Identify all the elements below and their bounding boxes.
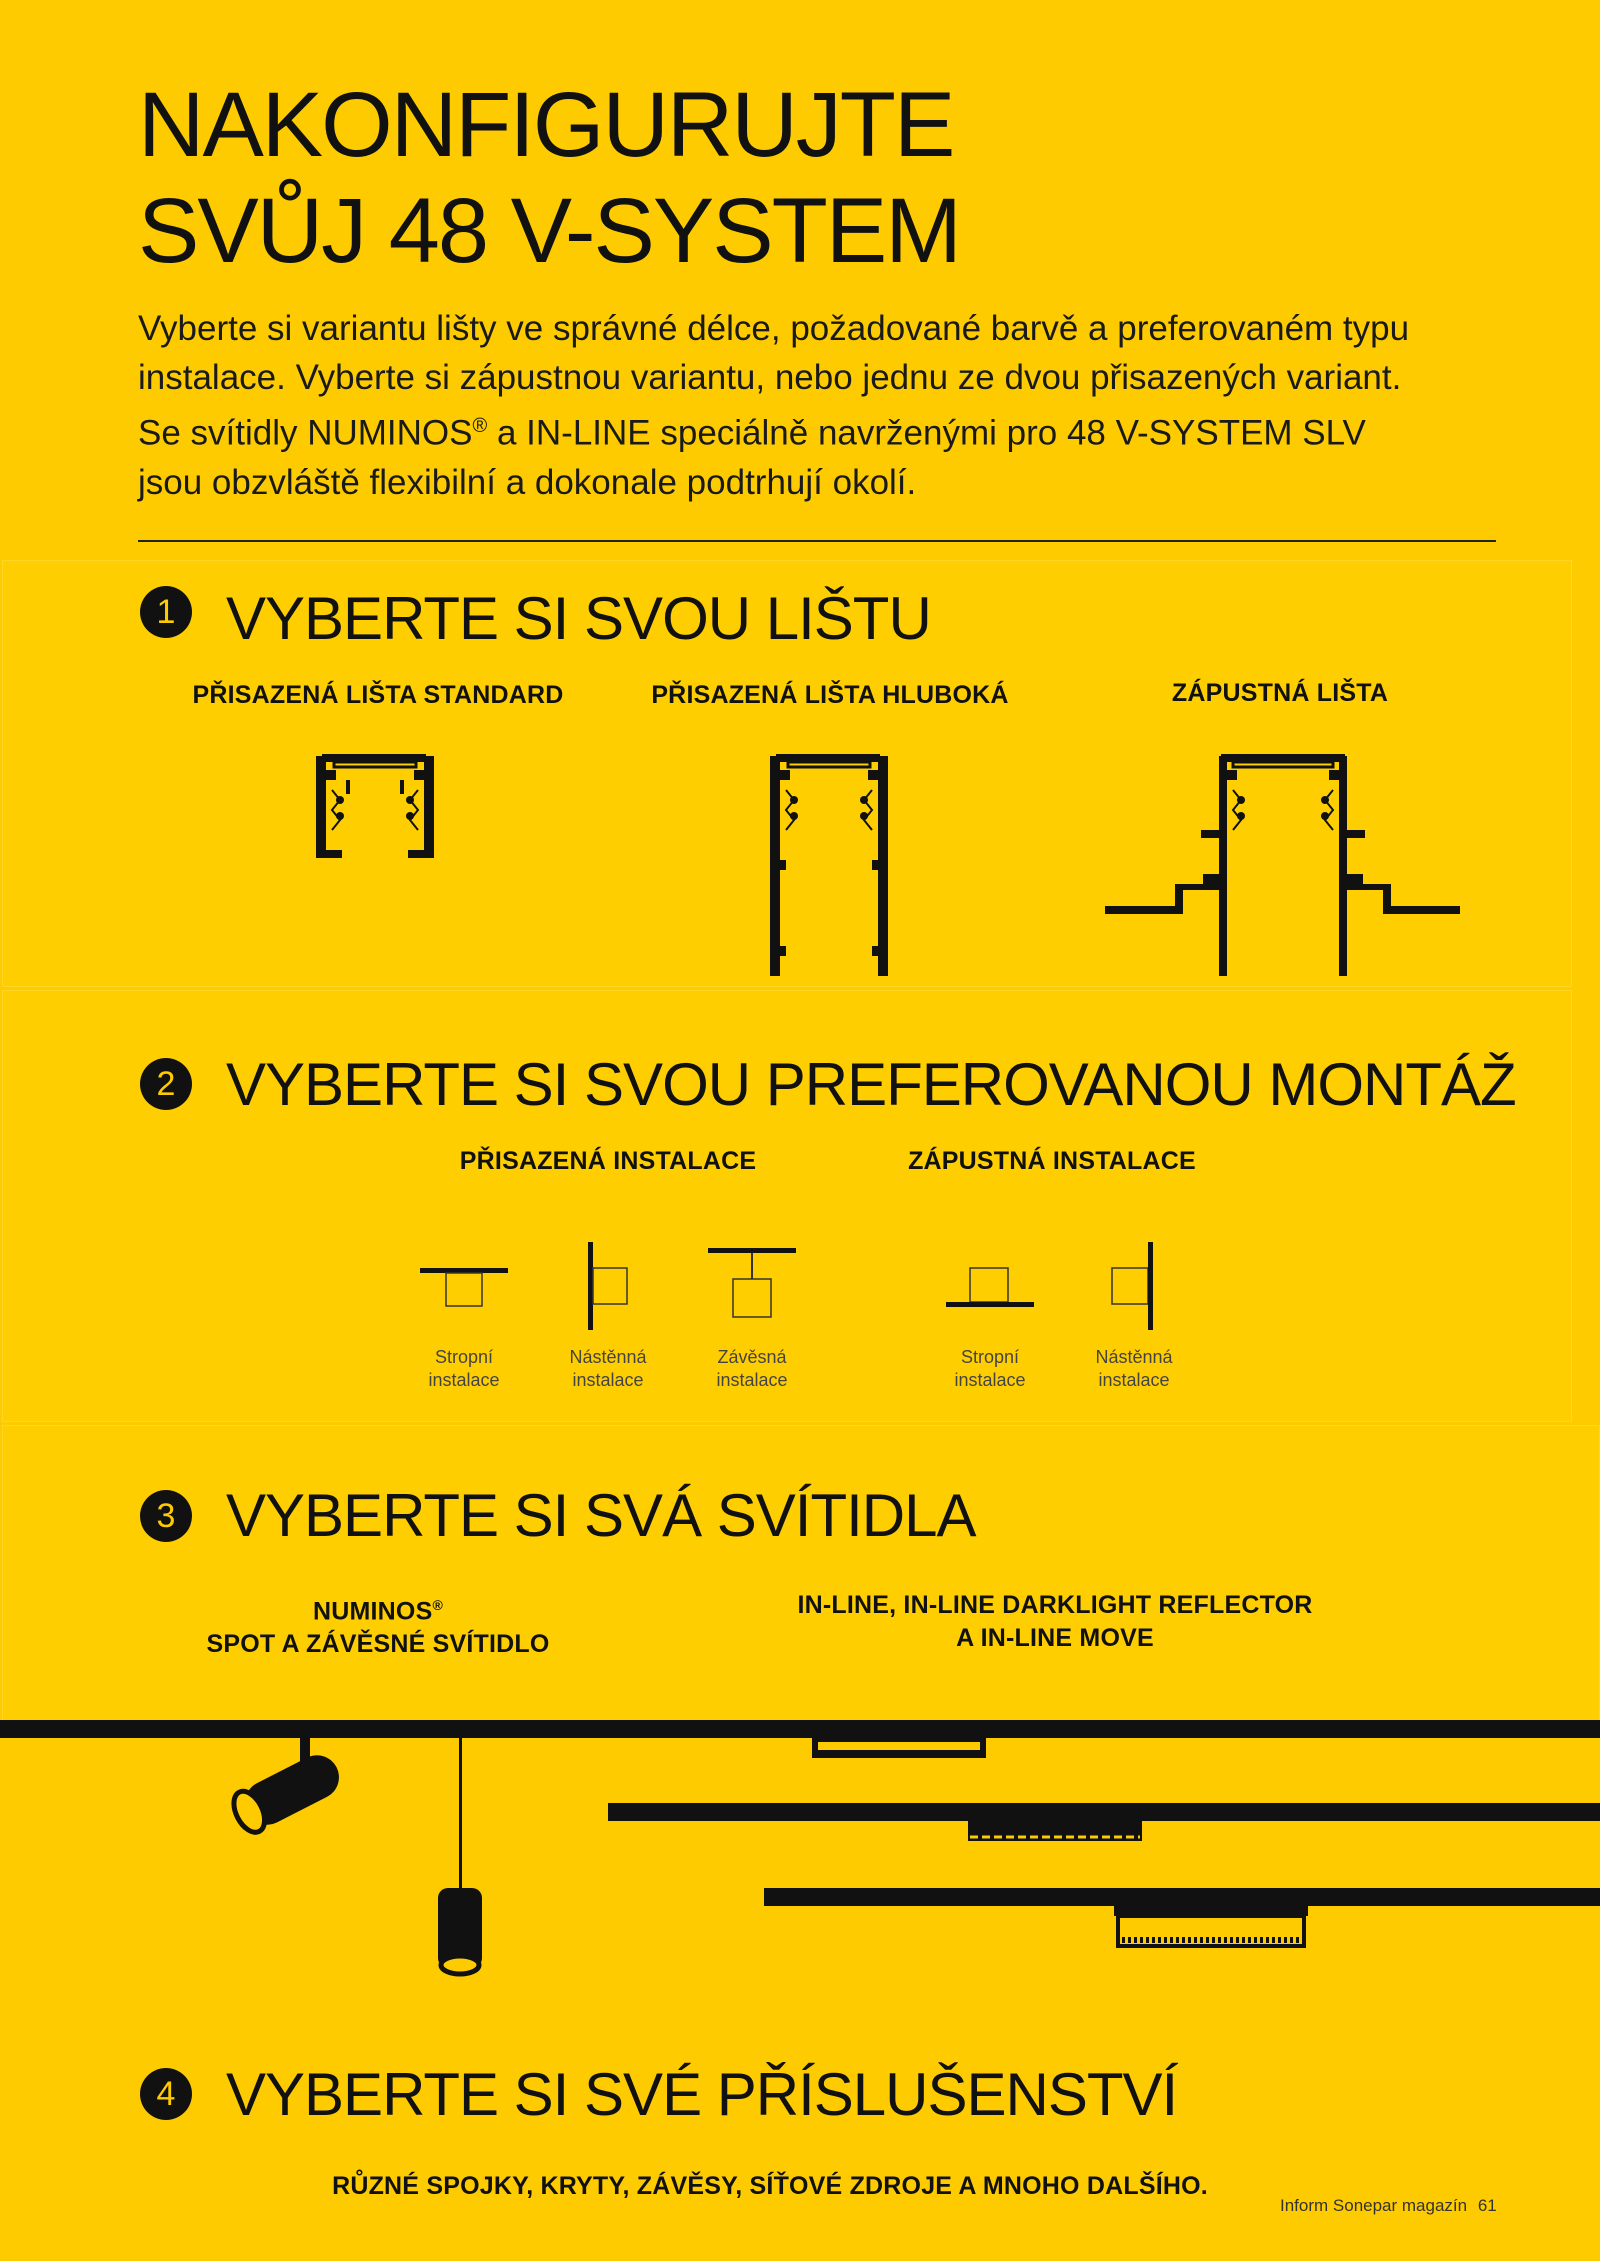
luminaire-label-inline (755, 1589, 1355, 1655)
third-track (764, 1888, 1600, 1906)
numinos-spot-icon (228, 1738, 347, 1837)
section-3-panel (2, 1425, 1600, 1727)
pendant-mount-icon (706, 1244, 798, 1329)
recessed-ceiling-mount-icon (944, 1262, 1036, 1312)
page-number: 61 (1477, 2196, 1497, 2215)
inline-luminaire-icon (812, 1738, 986, 1758)
label-text: NUMINOS (313, 1597, 433, 1626)
intro-line: instalace. Vyberte si zápustnou variantu, nebo jednu ze dvou přisazených variant. (138, 358, 1402, 397)
mount-group-recessed: ZÁPUSTNÁ INSTALACE (908, 1147, 1196, 1175)
intro-line: jsou obzvláště flexibilní a dokonale podtrhují okolí. (138, 462, 917, 502)
track-label-deep: PŘISAZENÁ LIŠTA HLUBOKÁ (651, 681, 1009, 709)
mount-group-surface: PŘISAZENÁ INSTALACE (459, 1147, 757, 1175)
caption-line: instalace (716, 1370, 788, 1390)
intro-text: a IN-LINE speciálně navrženými pro 48 V-SYSTEM SLV (487, 413, 1366, 453)
mount-caption-recessed-wall (1069, 1346, 1199, 1392)
label-line: SPOT A ZÁVĚSNÉ SVÍTIDLO (206, 1630, 550, 1659)
label-line: A IN-LINE MOVE (956, 1624, 1154, 1652)
section-4-title: VYBERTE SI SVÉ PŘÍSLUŠENSTVÍ (226, 2061, 1178, 2128)
page-title-line1: NAKONFIGURUJTE (138, 74, 954, 176)
caption-line: instalace (428, 1370, 500, 1390)
registered-mark: ® (472, 415, 488, 437)
section-3-title: VYBERTE SI SVÁ SVÍTIDLA (226, 1482, 976, 1549)
recessed-wall-mount-icon (1108, 1240, 1168, 1332)
intro-text: Se svítidly NUMINOS (138, 413, 473, 453)
numinos-pendant-icon (438, 1738, 482, 1974)
section-1-title: VYBERTE SI SVOU LIŠTU (226, 585, 931, 652)
label-line: IN-LINE, IN-LINE DARKLIGHT REFLECTOR (797, 1591, 1313, 1619)
step-number-4: 4 (140, 2068, 192, 2120)
accessories-subtitle: RŮZNÉ SPOJKY, KRYTY, ZÁVĚSY, SÍŤOVÉ ZDROJE A MNOHO DALŠÍHO. (332, 2172, 1208, 2200)
caption-line: Stropní (960, 1347, 1020, 1367)
mount-caption-wall (543, 1346, 673, 1392)
intro-line: Vyberte si variantu lišty ve správné délce, požadované barvě a preferovaném typu (138, 309, 1410, 348)
mount-caption-recessed-ceiling (925, 1346, 1055, 1392)
intro-paragraph (138, 304, 1518, 507)
caption-line: Stropní (434, 1347, 494, 1367)
step-number-1: 1 (140, 586, 192, 638)
mount-caption-pendant (687, 1346, 817, 1392)
caption-line: Nástěnná (1095, 1347, 1173, 1367)
caption-line: instalace (954, 1370, 1026, 1390)
divider (138, 540, 1496, 542)
track-label-standard: PŘISAZENÁ LIŠTA STANDARD (192, 681, 564, 709)
step-number-3: 3 (140, 1490, 192, 1542)
track-standard-profile-icon (310, 750, 440, 860)
wall-mount-icon (584, 1240, 644, 1332)
registered-mark: ® (432, 1597, 443, 1613)
luminaire-label-numinos (178, 1589, 578, 1661)
ceiling-mount-icon (418, 1250, 510, 1310)
publication-name: Inform Sonepar magazín (1280, 2196, 1468, 2215)
page-title-line2: SVŮJ 48 V-SYSTEM (138, 180, 960, 282)
inline-move-icon (1114, 1906, 1308, 1946)
label-line (178, 1589, 578, 1628)
step-number-2: 2 (140, 1058, 192, 1110)
caption-line: Nástěnná (569, 1347, 647, 1367)
mount-caption-ceiling (399, 1346, 529, 1392)
intro-line (138, 402, 1518, 458)
caption-line: instalace (572, 1370, 644, 1390)
luminaires-illustration (0, 1718, 1600, 1998)
section-2-title: VYBERTE SI SVOU PREFEROVANOU MONTÁŽ (226, 1051, 1516, 1118)
main-track (0, 1720, 1600, 1738)
page-title (138, 72, 1438, 284)
inline-darklight-reflector-icon (968, 1821, 1142, 1841)
track-label-recessed: ZÁPUSTNÁ LIŠTA (1171, 679, 1389, 707)
second-track (608, 1803, 1600, 1821)
caption-line: instalace (1098, 1370, 1170, 1390)
caption-line: Závěsná (717, 1347, 787, 1367)
track-deep-profile-icon (764, 750, 894, 980)
track-recessed-profile-icon (1105, 750, 1460, 980)
page-footer (1280, 2196, 1497, 2216)
